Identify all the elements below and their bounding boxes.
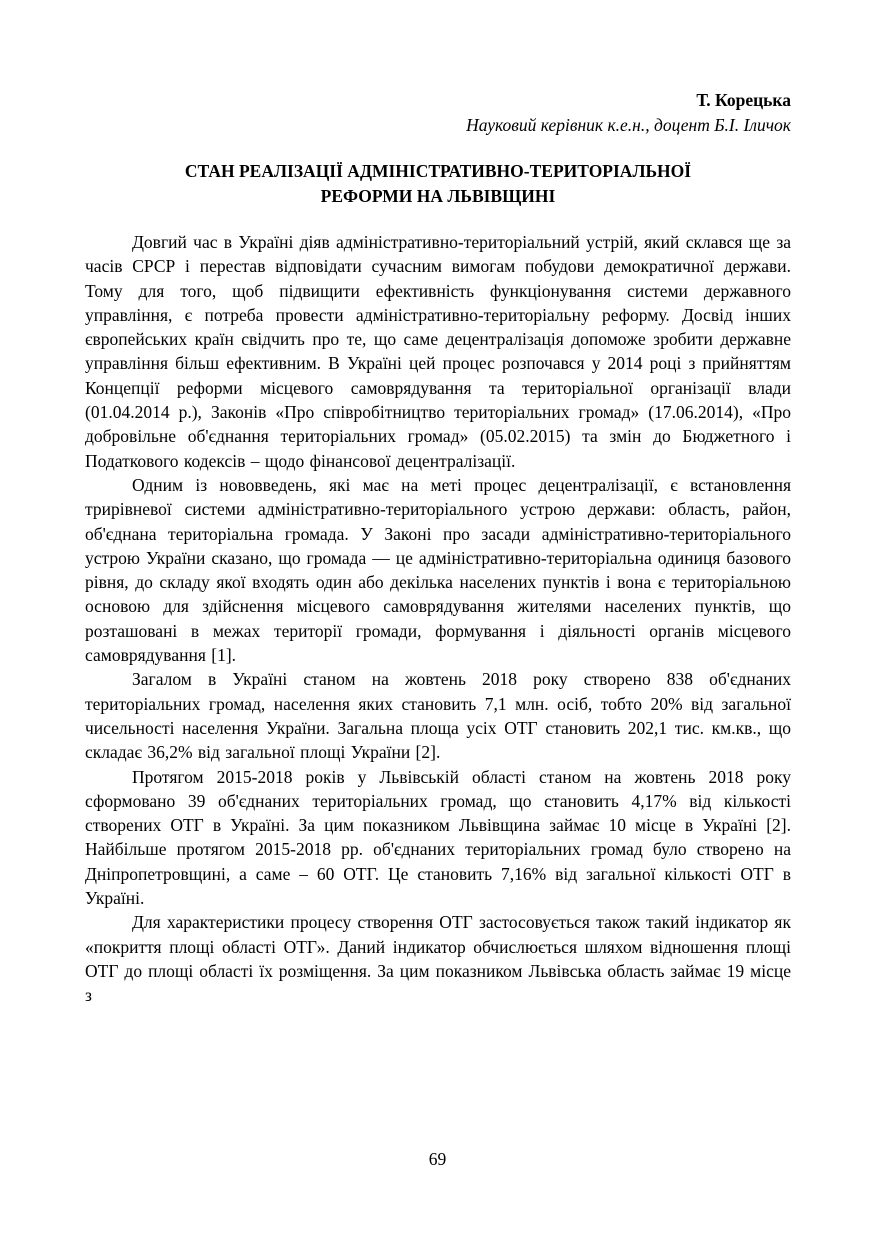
article-body — [85, 230, 791, 1008]
text-block — [85, 88, 791, 1008]
paragraph-5: Для характеристики процесу створення ОТГ застосовується також такий індикатор як «покриття площі області ОТГ». Даний індикатор обчислюється шляхом відношення площі ОТГ до площі області їх розміщення. За цим показником Львівська область займає 19 місце з — [85, 912, 791, 1006]
title-line-1: СТАН РЕАЛІЗАЦІЇ АДМІНІСТРАТИВНО-ТЕРИТОРІАЛЬНОЇ — [184, 161, 692, 181]
title-line-2: РЕФОРМИ НА ЛЬВІВЩИНІ — [320, 186, 556, 206]
paragraph-4: Протягом 2015-2018 років у Львівській області станом на жовтень 2018 року сформовано 39 об'єднаних територіальних громад, що становить 4,17% від кількості створених ОТГ в Україні. За цим показником Львівщина займає 10 місце в Україні [2]. Найбільше протягом 2015-2018 рр. об'єднаних територіальних громад було створено на Дніпропетровщині, а саме – 60 ОТГ. Це становить 7,16% від загальної кількості ОТГ в Україні. — [85, 766, 791, 909]
paragraph-2: Одним із нововведень, які має на меті процес децентралізації, є встановлення трирівневої системи адміністративно-територіального устрою держави: область, район, об'єднана територіальна громада. У Законі про засади адміністративно-територіального устрою України сказано, що громада — це адміністративно-територіальна одиниця базового рівня, до складу якої входять один або декілька населених пунктів і вона є територіальною основою для здійснення місцевого самоврядування жителями населених пунктів, що розташовані в межах території громади, формування і діяльності органів місцевого самоврядування [1]. — [85, 474, 791, 666]
paragraph-3: Загалом в Україні станом на жовтень 2018 року створено 838 об'єднаних територіальних громад, населення яких становить 7,1 млн. осіб, тобто 20% від загальної чисельності населення України. Загальна площа усіх ОТГ становить 202,1 тис. км.кв., що складає 36,2% від загальної площі України [2]. — [85, 669, 791, 763]
article-title — [85, 159, 791, 209]
supervisor-line: Науковий керівник к.е.н., доцент Б.І. Іличок — [466, 115, 791, 135]
page-number: 69 — [428, 1149, 447, 1169]
paragraph-1: Довгий час в Україні діяв адміністративно-територіальний устрій, який склався ще за часів СРСР і перестав відповідати сучасним вимогам побудови демократичної держави. Тому для того, щоб підвищити ефективність функціонування системи державного управління, є потреба провести адміністративно-територіальну реформу. Досвід інших європейських країн свідчить про те, що саме децентралізація допоможе зробити державне управління більш ефективним. В Україні цей процес розпочався у 2014 році з прийняттям Концепції реформи місцевого самоврядування та територіальної організації влади (01.04.2014 р.), Законів «Про співробітництво територіальних громад» (17.06.2014), «Про добровільне об'єднання територіальних громад» (05.02.2015) та змін до Бюджетного і Податкового кодексів – щодо фінансової децентралізації. — [85, 232, 791, 471]
author-name: Т. Корецька — [696, 90, 791, 110]
